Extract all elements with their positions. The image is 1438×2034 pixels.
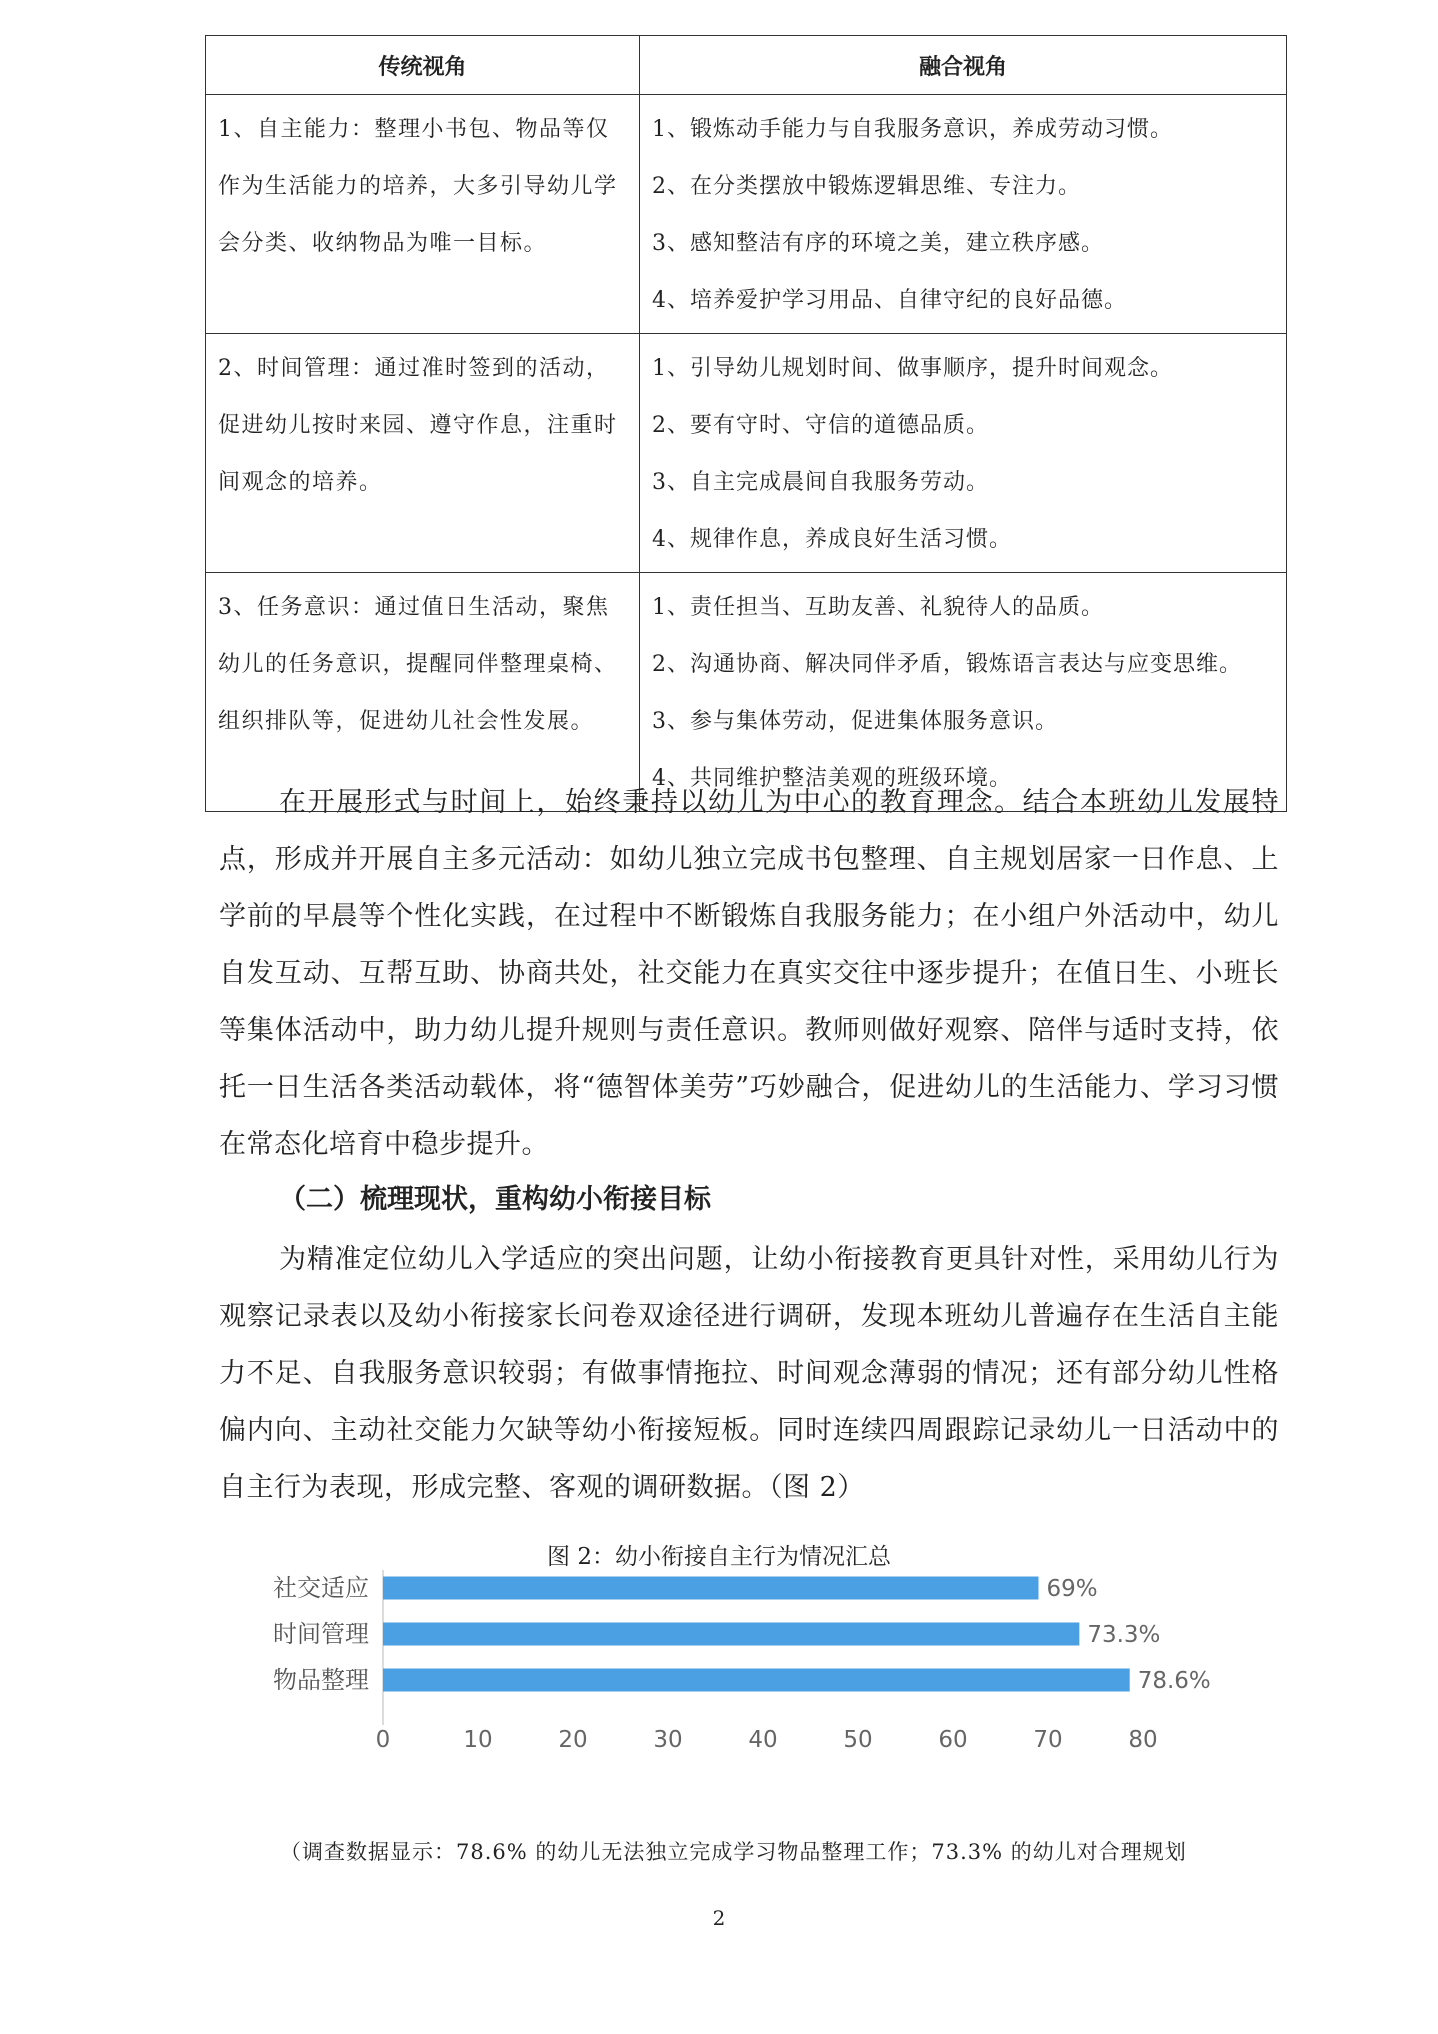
- traditional-text: 3、任务意识：通过值日生活动，聚焦幼儿的任务意识，提醒同伴整理桌椅、组织排队等，促进幼儿社会性发展。: [218, 595, 618, 734]
- chart-title: 图 2：幼小衔接自主行为情况汇总: [547, 1544, 891, 1570]
- x-tick-label: 70: [1033, 1727, 1063, 1753]
- data-label: 78.6%: [1137, 1668, 1211, 1694]
- table-header-row: [206, 36, 1287, 95]
- integrated-item: 2、要有守时、守信的道德品质。: [652, 413, 989, 438]
- traditional-cell: [206, 334, 640, 573]
- category-label: 社交适应: [273, 1574, 369, 1602]
- x-tick-label: 80: [1128, 1727, 1158, 1753]
- x-tick-label: 30: [653, 1727, 683, 1753]
- integrated-item: 3、参与集体劳动，促进集体服务意识。: [652, 709, 1058, 734]
- category-label: 时间管理: [273, 1620, 369, 1648]
- integrated-item: 1、责任担当、互助友善、礼貌待人的品质。: [652, 595, 1104, 620]
- bar: [383, 1623, 1079, 1646]
- survey-note: （调查数据显示：78.6% 的幼儿无法独立完成学习物品整理工作；73.3% 的幼儿对合理规划: [280, 1840, 1187, 1864]
- body-paragraph-2: 为精准定位幼儿入学适应的突出问题，让幼小衔接教育更具针对性，采用幼儿行为观察记录表以及幼小衔接家长问卷双途径进行调研，发现本班幼儿普遍存在生活自主能力不足、自我服务意识较弱；有做事情拖拉、时间观念薄弱的情况；还有部分幼儿性格偏内向、主动社交能力欠缺等幼小衔接短板。同时连续四周跟踪记录幼儿一日活动中的自主行为表现，形成完整、客观的调研数据。（图 2）: [219, 1244, 1279, 1503]
- data-label: 69%: [1046, 1576, 1098, 1602]
- x-tick-label: 20: [558, 1727, 588, 1753]
- x-tick-label: 40: [748, 1727, 778, 1753]
- table-header-traditional: 传统视角: [206, 36, 640, 95]
- integrated-cell: [640, 95, 1287, 334]
- x-tick-label: 50: [843, 1727, 873, 1753]
- integrated-item: 2、沟通协商、解决同伴矛盾，锻炼语言表达与应变思维。: [652, 652, 1242, 677]
- comparison-table: [205, 35, 1287, 812]
- traditional-cell: [206, 95, 640, 334]
- table-row: [206, 334, 1287, 573]
- integrated-item: 1、锻炼动手能力与自我服务意识，养成劳动习惯。: [652, 117, 1173, 142]
- integrated-item: 4、规律作息，养成良好生活习惯。: [652, 527, 1012, 552]
- integrated-item: 3、感知整洁有序的环境之美，建立秩序感。: [652, 231, 1104, 256]
- table-row: [206, 95, 1287, 334]
- integrated-item: 2、在分类摆放中锻炼逻辑思维、专注力。: [652, 174, 1081, 199]
- integrated-item: 1、引导幼儿规划时间、做事顺序，提升时间观念。: [652, 356, 1173, 381]
- table-header-integrated: 融合视角: [640, 36, 1287, 95]
- traditional-text: 1、自主能力：整理小书包、物品等仅作为生活能力的培养，大多引导幼儿学会分类、收纳物品为唯一目标。: [218, 117, 618, 256]
- integrated-cell: [640, 334, 1287, 573]
- x-tick-label: 60: [938, 1727, 968, 1753]
- x-tick-label: 10: [463, 1727, 493, 1753]
- category-label: 物品整理: [273, 1666, 369, 1694]
- section-heading: （二）梳理现状，重构幼小衔接目标: [279, 1184, 711, 1215]
- page-number: 2: [712, 1906, 726, 1930]
- body-paragraph-1: 在开展形式与时间上，始终秉持以幼儿为中心的教育理念。结合本班幼儿发展特点，形成并开展自主多元活动：如幼儿独立完成书包整理、自主规划居家一日作息、上学前的早晨等个性化实践，在过程中不断锻炼自我服务能力；在小组户外活动中，幼儿自发互动、互帮互助、协商共处，社交能力在真实交往中逐步提升；在值日生、小班长等集体活动中，助力幼儿提升规则与责任意识。教师则做好观察、陪伴与适时支持，依托一日生活各类活动载体，将“德智体美劳”巧妙融合，促进幼儿的生活能力、学习习惯在常态化培育中稳步提升。: [219, 787, 1279, 1160]
- integrated-item: 3、自主完成晨间自我服务劳动。: [652, 470, 989, 495]
- bar-chart: [240, 1565, 1240, 1765]
- bar: [383, 1577, 1039, 1600]
- integrated-item: 4、共同维护整洁美观的班级环境。: [652, 766, 1012, 791]
- integrated-item: 4、培养爱护学习用品、自律守纪的良好品德。: [652, 288, 1127, 313]
- x-tick-label: 0: [375, 1727, 391, 1753]
- bar: [383, 1669, 1130, 1692]
- data-label: 73.3%: [1087, 1622, 1161, 1648]
- traditional-text: 2、时间管理：通过准时签到的活动，促进幼儿按时来园、遵守作息，注重时间观念的培养。: [218, 356, 618, 495]
